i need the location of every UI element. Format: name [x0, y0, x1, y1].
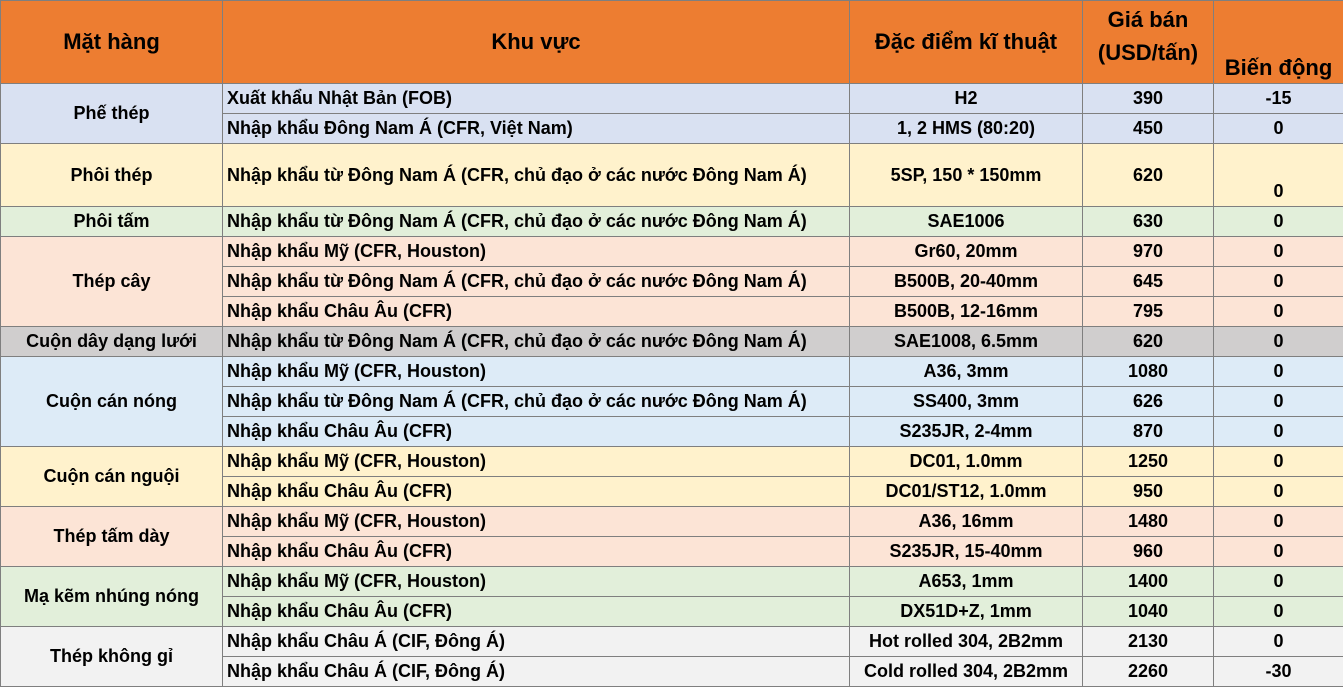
header-item: Mặt hàng: [1, 1, 223, 84]
header-price-line2: (USD/tấn): [1098, 40, 1198, 65]
spec-cell: SS400, 3mm: [850, 387, 1083, 417]
item-cell: Phôi thép: [1, 144, 223, 207]
spec-cell: 5SP, 150 * 150mm: [850, 144, 1083, 207]
table-row: [1, 327, 1343, 357]
change-cell: -15: [1214, 84, 1343, 114]
region-cell: Nhập khẩu Châu Âu (CFR): [223, 477, 850, 507]
header-change: Biến động: [1214, 1, 1343, 84]
region-cell: Nhập khẩu Châu Âu (CFR): [223, 537, 850, 567]
change-cell: 0: [1214, 387, 1343, 417]
change-cell: 0: [1214, 507, 1343, 537]
change-cell: 0: [1214, 267, 1343, 297]
header-region: Khu vực: [223, 1, 850, 84]
region-cell: Nhập khẩu Mỹ (CFR, Houston): [223, 507, 850, 537]
item-cell: Thép cây: [1, 237, 223, 327]
region-cell: Nhập khẩu từ Đông Nam Á (CFR, chủ đạo ở các nước Đông Nam Á): [223, 327, 850, 357]
table-row: [1, 507, 1343, 537]
region-cell: Nhập khẩu Châu Á (CIF, Đông Á): [223, 657, 850, 687]
item-cell: Cuộn dây dạng lưới: [1, 327, 223, 357]
table-row: [1, 207, 1343, 237]
spec-cell: S235JR, 15-40mm: [850, 537, 1083, 567]
price-cell: 1080: [1083, 357, 1214, 387]
spec-cell: A36, 16mm: [850, 507, 1083, 537]
price-cell: 390: [1083, 84, 1214, 114]
price-cell: 626: [1083, 387, 1214, 417]
item-cell: Phế thép: [1, 84, 223, 144]
region-cell: Nhập khẩu từ Đông Nam Á (CFR, chủ đạo ở các nước Đông Nam Á): [223, 144, 850, 207]
region-cell: Nhập khẩu Mỹ (CFR, Houston): [223, 567, 850, 597]
region-cell: Nhập khẩu Châu Âu (CFR): [223, 297, 850, 327]
header-price-line1: Giá bán: [1108, 7, 1189, 32]
spec-cell: A36, 3mm: [850, 357, 1083, 387]
change-cell: -30: [1214, 657, 1343, 687]
item-cell: Thép không gỉ: [1, 627, 223, 687]
table-row: [1, 567, 1343, 597]
region-cell: Nhập khẩu Châu Âu (CFR): [223, 597, 850, 627]
table-row: [1, 144, 1343, 207]
region-cell: Nhập khẩu Mỹ (CFR, Houston): [223, 357, 850, 387]
header-row: [1, 1, 1343, 84]
spec-cell: 1, 2 HMS (80:20): [850, 114, 1083, 144]
change-cell: 0: [1214, 447, 1343, 477]
price-cell: 795: [1083, 297, 1214, 327]
header-price: [1083, 1, 1214, 84]
table-body: [1, 84, 1343, 687]
change-cell: 0: [1214, 417, 1343, 447]
change-cell: 0: [1214, 357, 1343, 387]
change-cell: 0: [1214, 627, 1343, 657]
region-cell: Nhập khẩu Đông Nam Á (CFR, Việt Nam): [223, 114, 850, 144]
price-cell: 645: [1083, 267, 1214, 297]
table-row: [1, 447, 1343, 477]
item-cell: Cuộn cán nguội: [1, 447, 223, 507]
spec-cell: DC01, 1.0mm: [850, 447, 1083, 477]
spec-cell: Hot rolled 304, 2B2mm: [850, 627, 1083, 657]
change-cell: 0: [1214, 237, 1343, 267]
change-cell: 0: [1214, 477, 1343, 507]
change-cell: 0: [1214, 144, 1343, 207]
spec-cell: H2: [850, 84, 1083, 114]
item-cell: Mạ kẽm nhúng nóng: [1, 567, 223, 627]
spec-cell: Gr60, 20mm: [850, 237, 1083, 267]
spec-cell: A653, 1mm: [850, 567, 1083, 597]
region-cell: Nhập khẩu Châu Á (CIF, Đông Á): [223, 627, 850, 657]
price-cell: 1400: [1083, 567, 1214, 597]
price-cell: 950: [1083, 477, 1214, 507]
table-row: [1, 627, 1343, 657]
spec-cell: DX51D+Z, 1mm: [850, 597, 1083, 627]
spec-cell: S235JR, 2-4mm: [850, 417, 1083, 447]
item-cell: Cuộn cán nóng: [1, 357, 223, 447]
spec-cell: B500B, 20-40mm: [850, 267, 1083, 297]
change-cell: 0: [1214, 297, 1343, 327]
region-cell: Nhập khẩu từ Đông Nam Á (CFR, chủ đạo ở các nước Đông Nam Á): [223, 267, 850, 297]
price-cell: 960: [1083, 537, 1214, 567]
price-cell: 970: [1083, 237, 1214, 267]
price-cell: 2260: [1083, 657, 1214, 687]
spec-cell: DC01/ST12, 1.0mm: [850, 477, 1083, 507]
price-cell: 450: [1083, 114, 1214, 144]
change-cell: 0: [1214, 597, 1343, 627]
region-cell: Nhập khẩu từ Đông Nam Á (CFR, chủ đạo ở các nước Đông Nam Á): [223, 387, 850, 417]
item-cell: Phôi tấm: [1, 207, 223, 237]
table-row: [1, 357, 1343, 387]
item-cell: Thép tấm dày: [1, 507, 223, 567]
price-cell: 630: [1083, 207, 1214, 237]
change-cell: 0: [1214, 537, 1343, 567]
change-cell: 0: [1214, 114, 1343, 144]
change-cell: 0: [1214, 327, 1343, 357]
region-cell: Xuất khẩu Nhật Bản (FOB): [223, 84, 850, 114]
spec-cell: SAE1008, 6.5mm: [850, 327, 1083, 357]
region-cell: Nhập khẩu Mỹ (CFR, Houston): [223, 237, 850, 267]
spec-cell: SAE1006: [850, 207, 1083, 237]
price-cell: 620: [1083, 327, 1214, 357]
change-cell: 0: [1214, 567, 1343, 597]
region-cell: Nhập khẩu Châu Âu (CFR): [223, 417, 850, 447]
price-cell: 620: [1083, 144, 1214, 207]
price-cell: 2130: [1083, 627, 1214, 657]
price-cell: 1040: [1083, 597, 1214, 627]
price-cell: 870: [1083, 417, 1214, 447]
price-cell: 1250: [1083, 447, 1214, 477]
table-row: [1, 84, 1343, 114]
price-cell: 1480: [1083, 507, 1214, 537]
region-cell: Nhập khẩu từ Đông Nam Á (CFR, chủ đạo ở các nước Đông Nam Á): [223, 207, 850, 237]
header-spec: Đặc điểm kĩ thuật: [850, 1, 1083, 84]
change-cell: 0: [1214, 207, 1343, 237]
spec-cell: B500B, 12-16mm: [850, 297, 1083, 327]
region-cell: Nhập khẩu Mỹ (CFR, Houston): [223, 447, 850, 477]
spec-cell: Cold rolled 304, 2B2mm: [850, 657, 1083, 687]
table-row: [1, 237, 1343, 267]
